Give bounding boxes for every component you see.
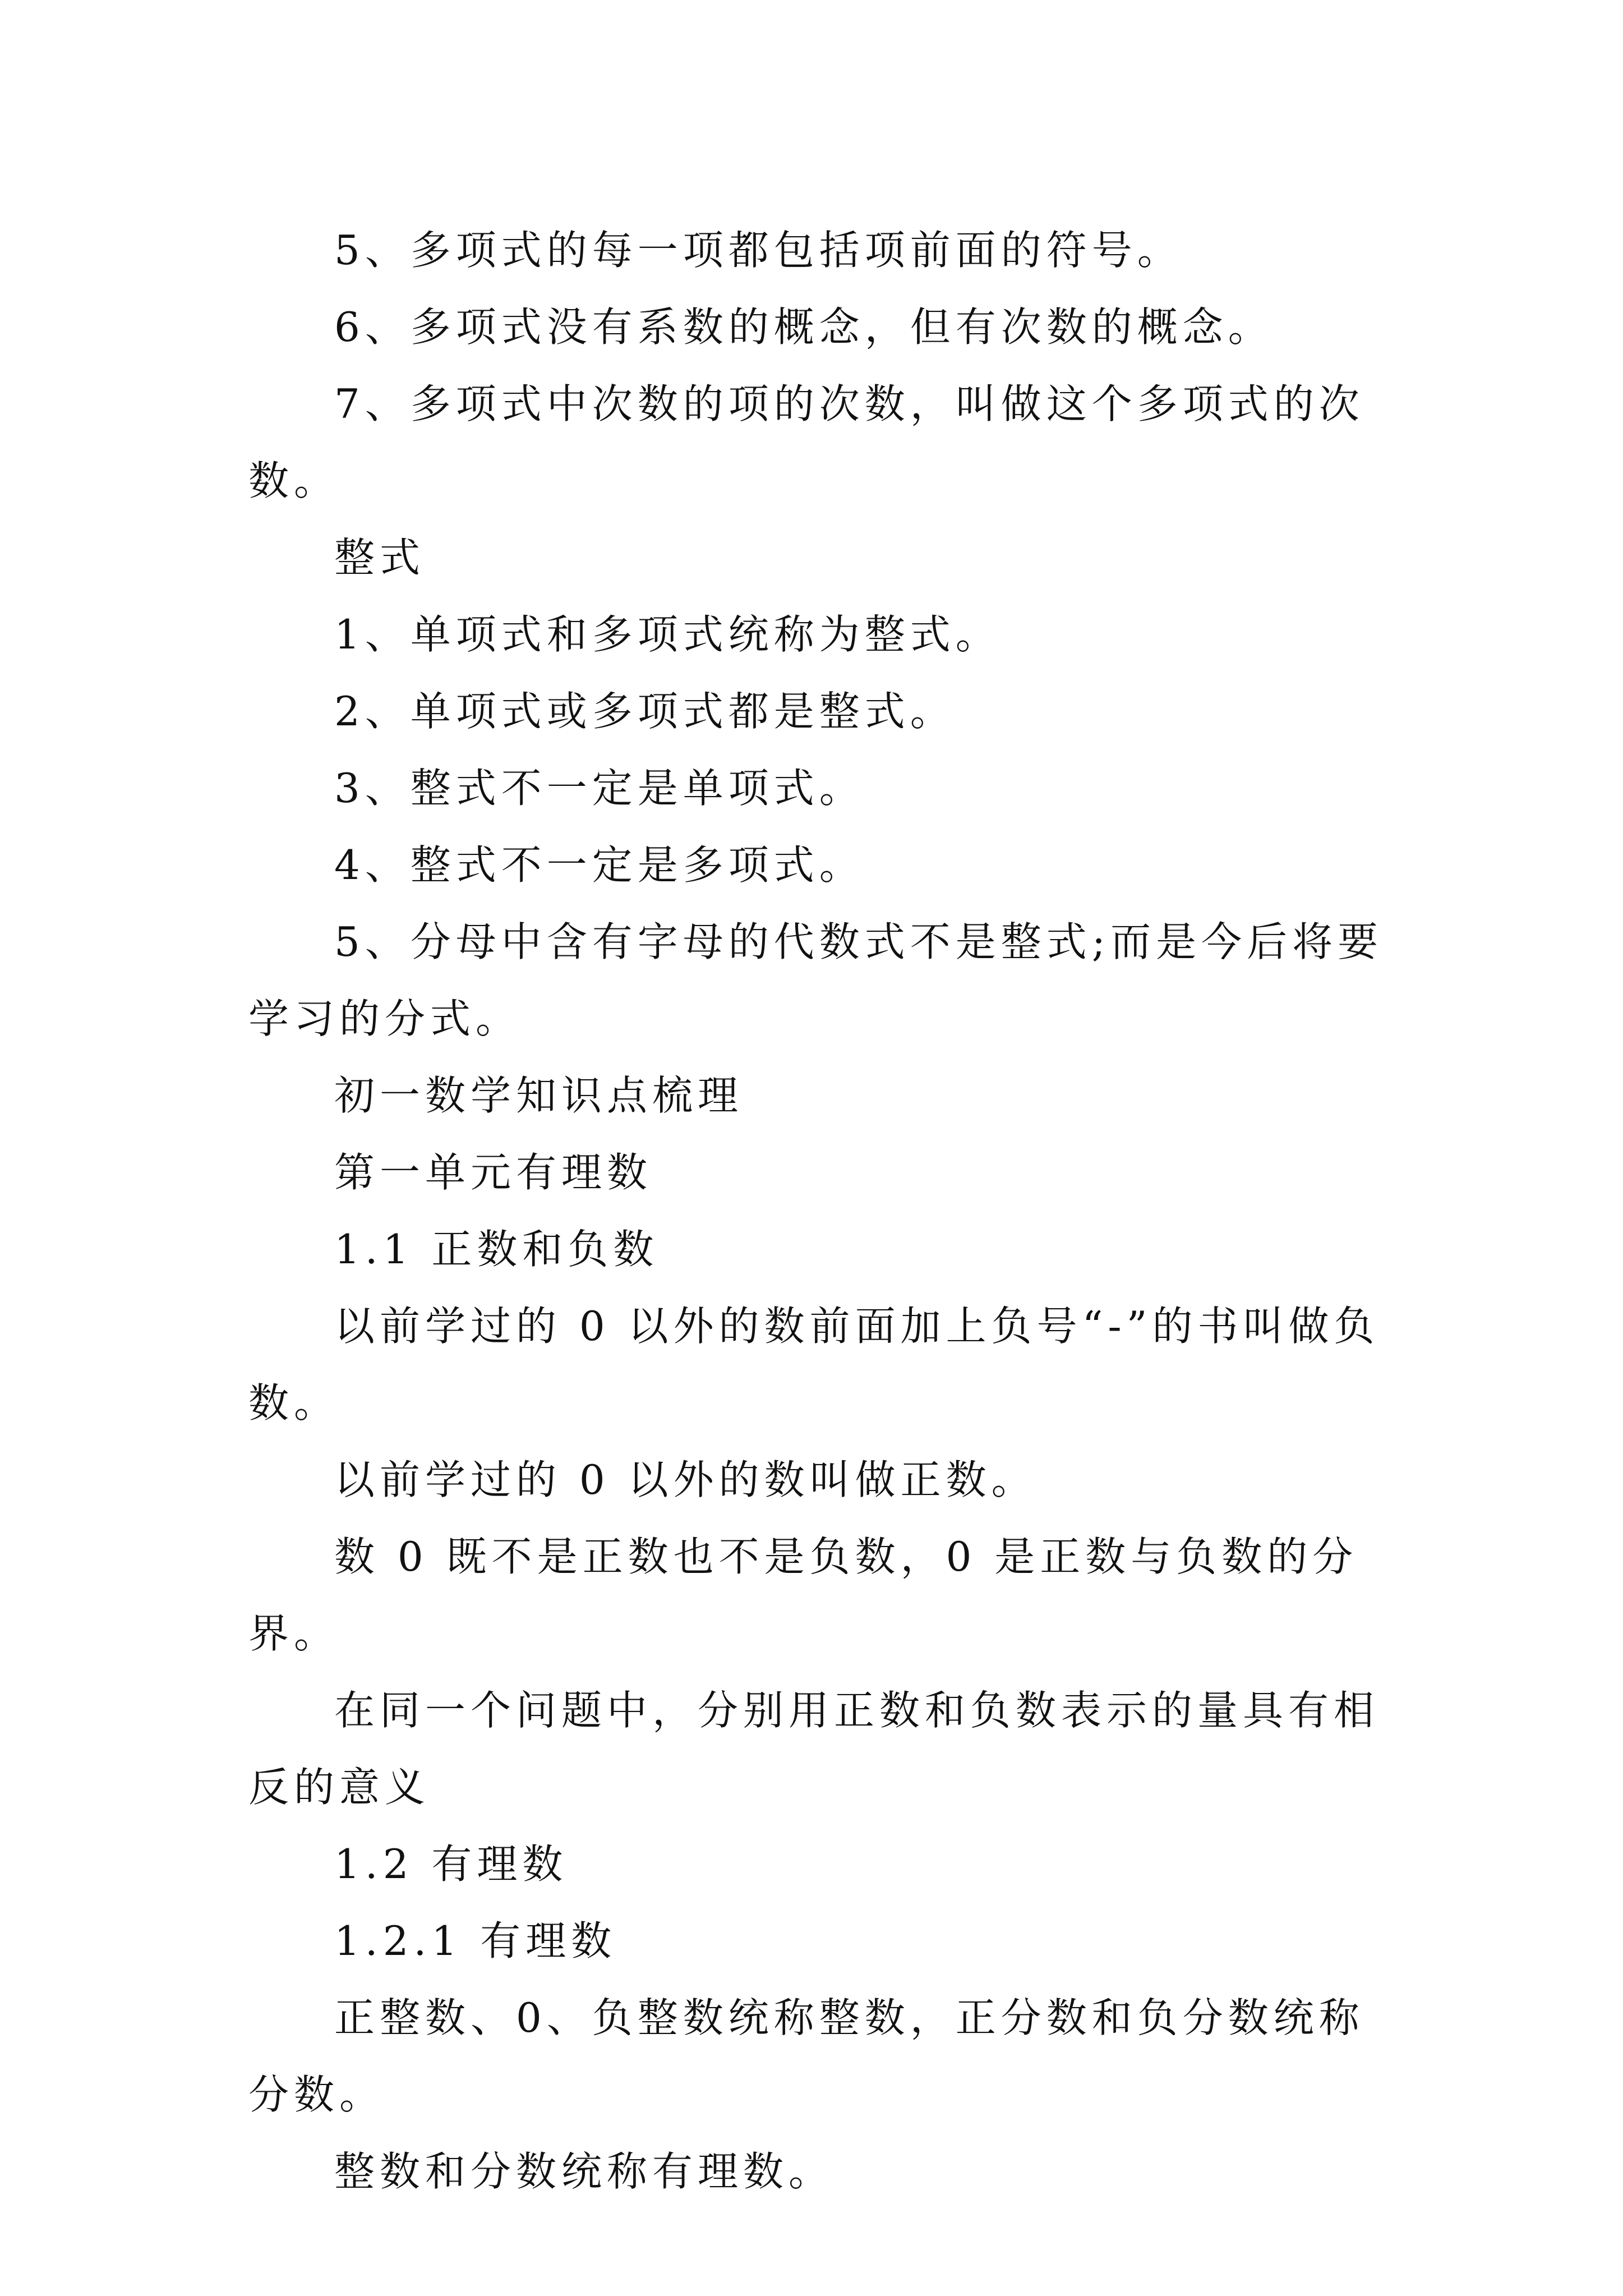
paragraph-integers-and-fractions: 正整数、0、负整数统称整数，正分数和负分数统称分数。 (248, 1994, 1364, 2118)
unit-heading-rational-numbers: 第一单元有理数 (334, 1149, 653, 1196)
document-body (248, 212, 1387, 2210)
paragraph-polynomial-7: 7、多项式中次数的项的次数，叫做这个多项式的次数。 (248, 380, 1364, 504)
section-heading-knowledge-points: 初一数学知识点梳理 (334, 1072, 744, 1119)
subsection-heading-1-1: 1.1 正数和负数 (334, 1226, 659, 1273)
paragraph-polynomial-6: 6、多项式没有系数的概念，但有次数的概念。 (334, 303, 1274, 351)
subsection-heading-1-2-1: 1.2.1 有理数 (334, 1917, 617, 1964)
subsection-heading-1-2: 1.2 有理数 (334, 1841, 568, 1888)
paragraph-polynomial-5: 5、多项式的每一项都包括项前面的符号。 (334, 227, 1183, 274)
paragraph-integral-2: 2、单项式或多项式都是整式。 (334, 688, 956, 735)
paragraph-positive-number-definition: 以前学过的 0 以外的数叫做正数。 (334, 1456, 1037, 1503)
paragraph-negative-number-definition: 以前学过的 0 以外的数前面加上负号“-”的书叫做负数。 (248, 1303, 1380, 1427)
paragraph-rational-numbers-definition: 整数和分数统称有理数。 (334, 2148, 834, 2195)
paragraph-opposite-meaning: 在同一个问题中，分别用正数和负数表示的量具有相反的意义 (248, 1687, 1380, 1811)
paragraph-zero-definition: 数 0 既不是正数也不是负数，0 是正数与负数的分界。 (248, 1533, 1358, 1657)
paragraph-integral-5: 5、分母中含有字母的代数式不是整式;而是今后将要学习的分式。 (248, 918, 1384, 1042)
paragraph-integral-3: 3、整式不一定是单项式。 (334, 765, 865, 812)
paragraph-integral-1: 1、单项式和多项式统称为整式。 (334, 611, 1001, 658)
paragraph-integral-4: 4、整式不一定是多项式。 (334, 841, 865, 889)
section-heading-integral-expression: 整式 (334, 534, 426, 581)
